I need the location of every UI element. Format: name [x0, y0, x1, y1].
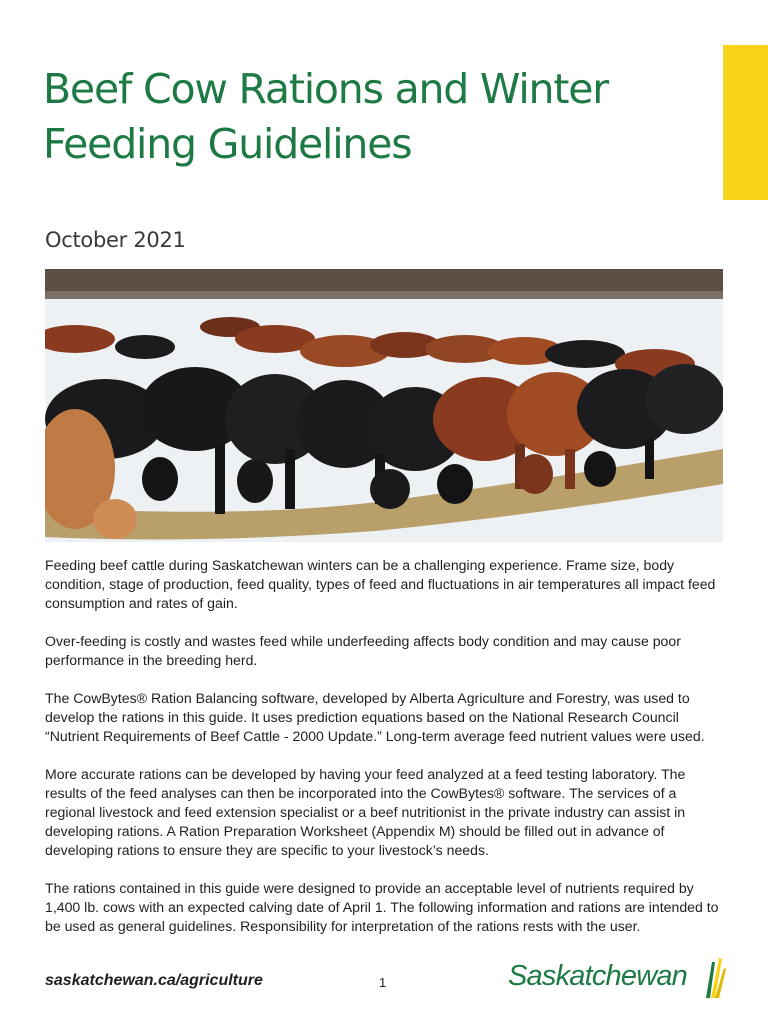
paragraph: More accurate rations can be developed by having your feed analyzed at a feed testing laboratory. The results of the feed analyses can then be incorporated into the CowBytes® software. The services of a regional livestock and feed extension specialist or a beef nutritionist in the private industry can assist in developing rations. A Ration Preparation Worksheet (Appendix M) should be filled out in advance of developing rations to ensure they are specific to your livestock’s needs. [45, 766, 686, 858]
cattle-feeding-illustration [45, 269, 723, 542]
body-text [45, 556, 725, 955]
paragraph: Feeding beef cattle during Saskatchewan winters can be a challenging experience. Frame size, body condition, stage of production, feed quality, types of feed and fluctuations in air temperatures all impact feed consumption and rates of gain. [45, 557, 716, 611]
logo-wordmark: Saskatchewan [508, 960, 688, 992]
publication-date: October 2021 [45, 228, 186, 252]
footer-url-link[interactable]: saskatchewan.ca/agriculture [45, 972, 263, 989]
page-title: Beef Cow Rations and Winter Feeding Guidelines [43, 65, 608, 168]
tree-line [45, 269, 723, 301]
wheat-sheaf-icon [700, 954, 726, 1000]
accent-bar [723, 45, 768, 200]
saskatchewan-logo [508, 954, 726, 1000]
page-number: 1 [379, 975, 387, 990]
paragraph: Over-feeding is costly and wastes feed while underfeeding affects body condition and may cause poor performance in the breeding herd. [45, 633, 681, 668]
cover-photo [45, 269, 723, 542]
paragraph: The rations contained in this guide were designed to provide an acceptable level of nutrients required by 1,400 lb. cows with an expected calving date of April 1. The following information and rations are intended to be used as general guidelines. Responsibility for interpretation of the rations rests with the user. [45, 880, 719, 934]
paragraph: The CowBytes® Ration Balancing software, developed by Alberta Agriculture and Forestry, was used to develop the rations in this guide. It uses prediction equations based on the National Research Council “Nutrient Requirements of Beef Cattle - 2000 Update.” Long-term average feed nutrient values were used. [45, 690, 705, 744]
